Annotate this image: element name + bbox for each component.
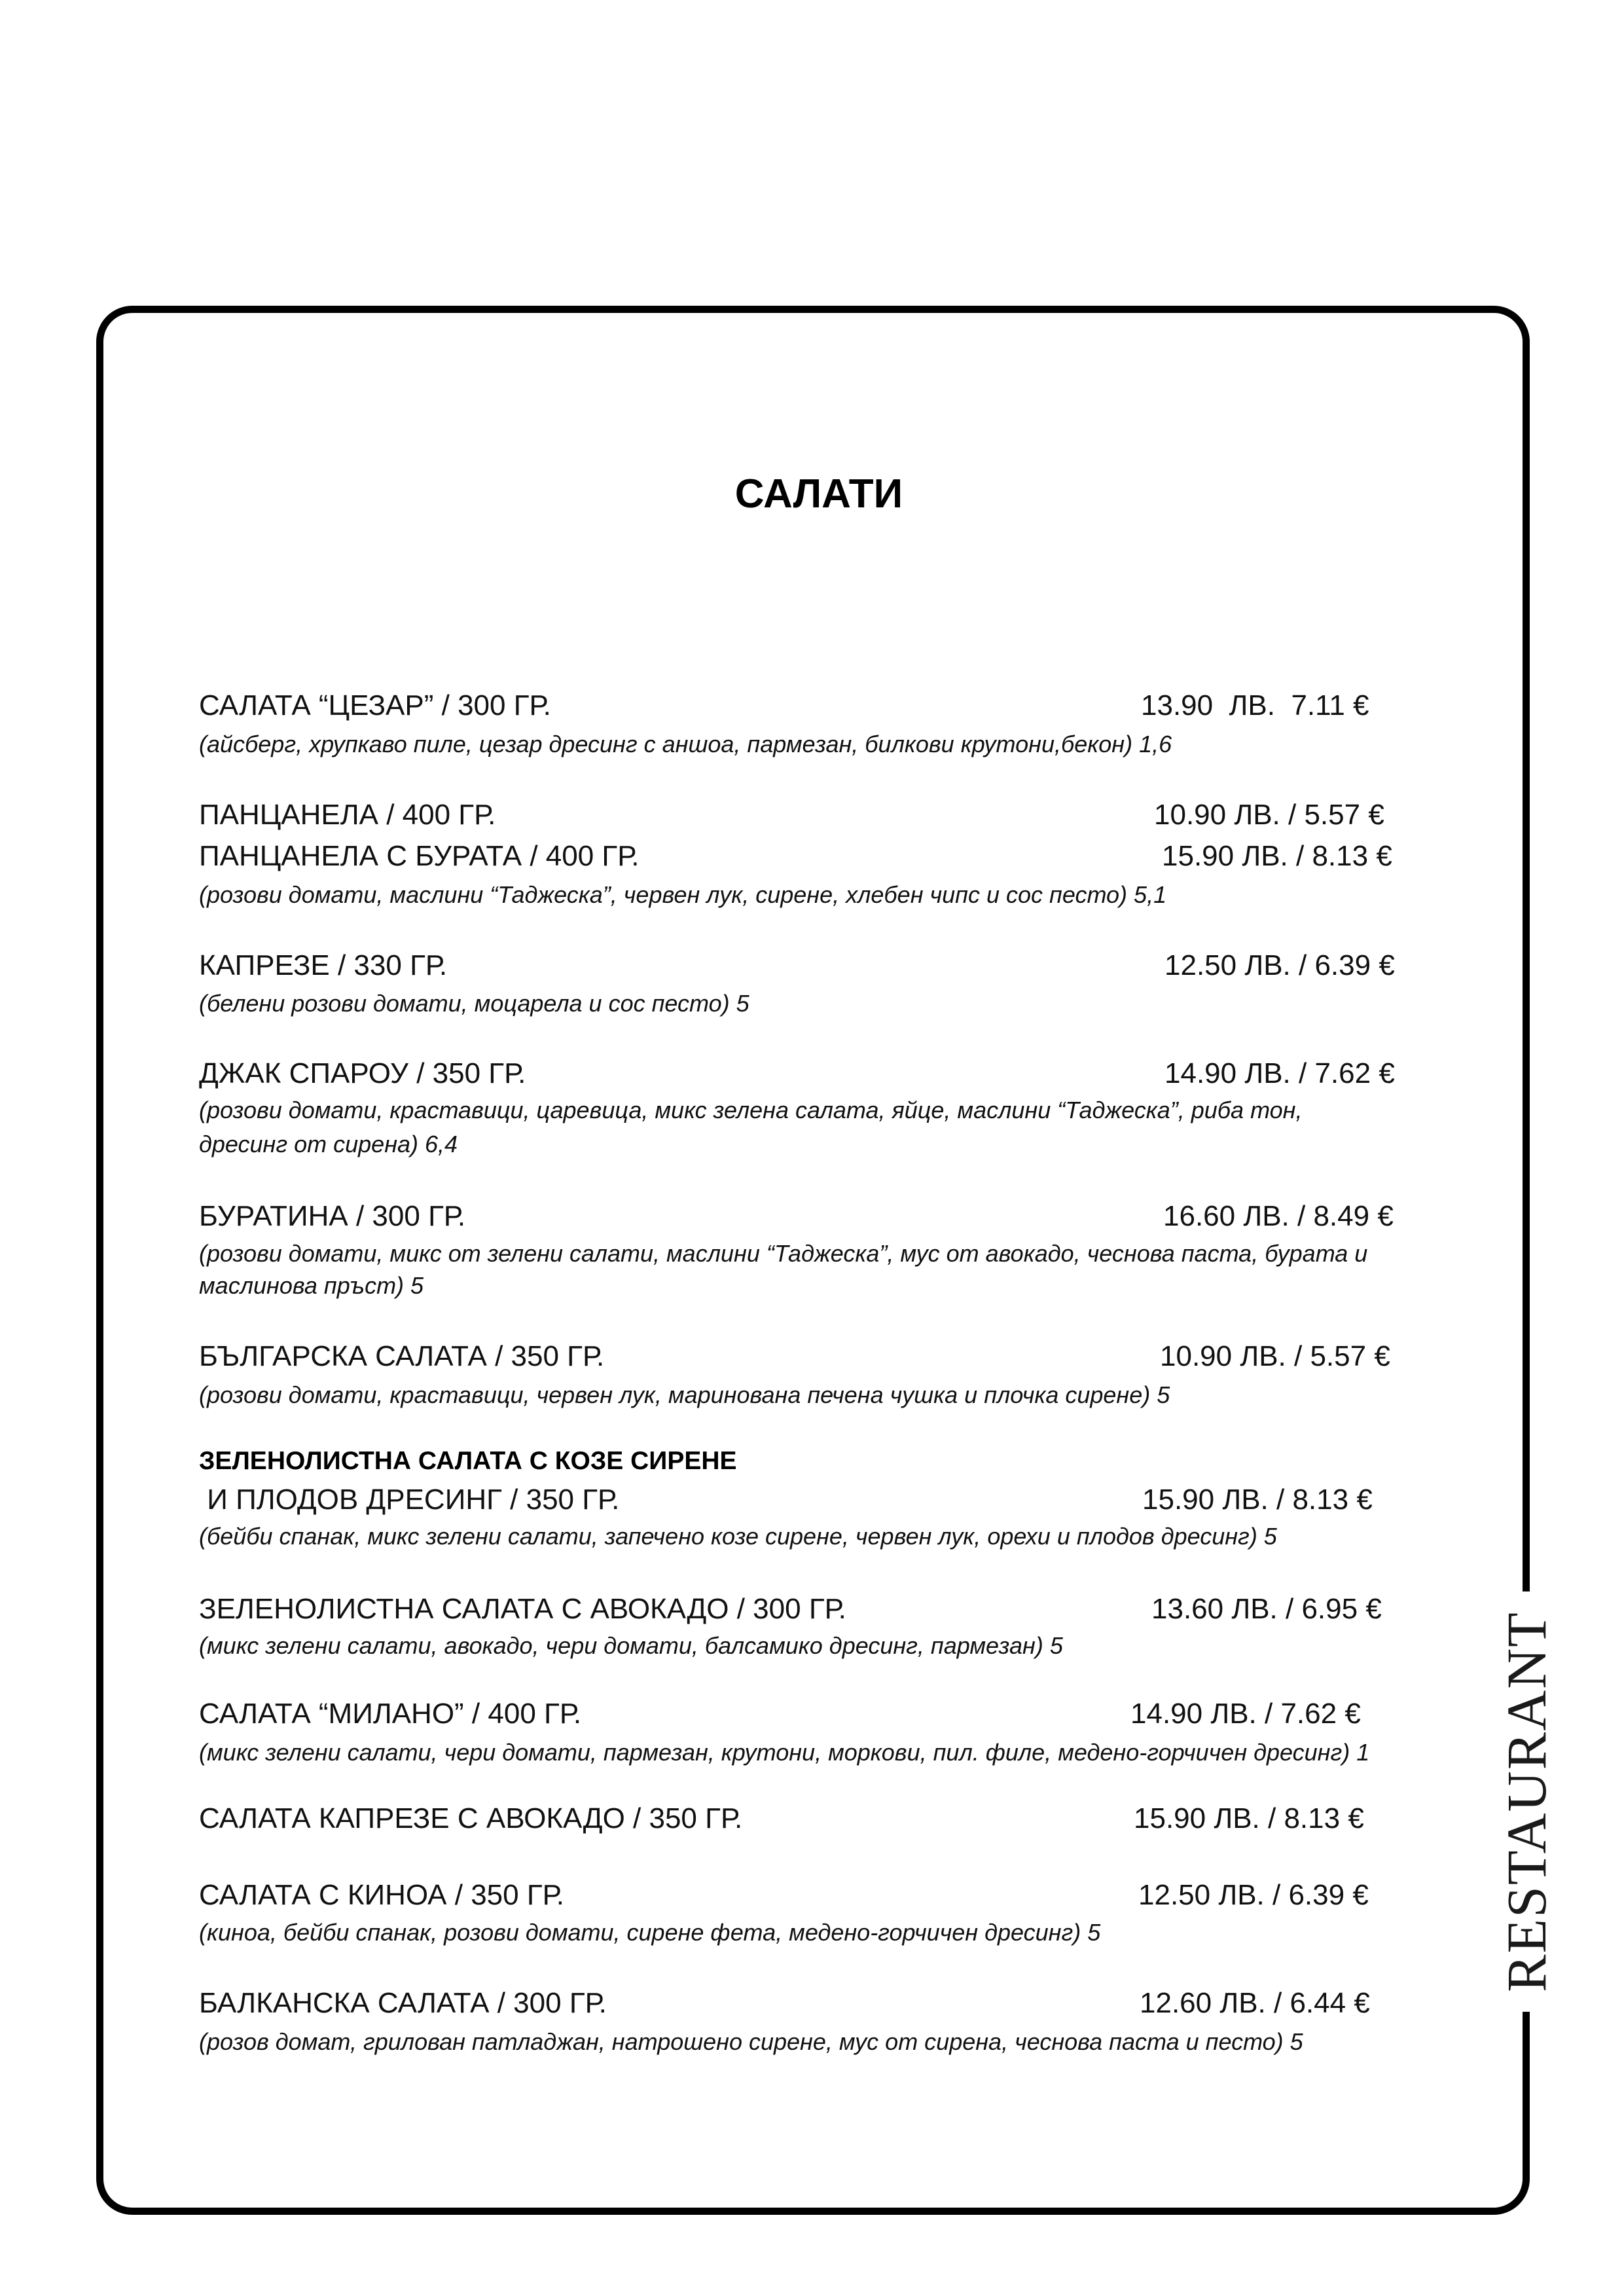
item-price: 14.90 ЛВ. / 7.62 € [1130,1698,1361,1730]
item-name: ПАНЦАНЕЛА С БУРАТА / 400 ГР. [199,840,640,872]
item-description: (розов домат, грилован патладжан, натрошено сирене, мус от сирена, чеснова паста и песто) 5 [199,2028,1303,2055]
item-description: (белени розови домати, моцарела и сос песто) 5 [199,990,749,1017]
item-description: (микс зелени салати, чери домати, пармезан, крутони, моркови, пил. филе, медено-горчичен дресинг) 1 [199,1739,1370,1766]
item-price: 16.60 ЛВ. / 8.49 € [1163,1200,1394,1232]
item-price: 13.90 ЛВ. 7.11 € [1141,689,1369,721]
item-description: (айсберг, хрупкаво пиле, цезар дресинг с аншоа, пармезан, билкови крутони,бекон) 1,6 [199,731,1172,757]
item-name: САЛАТА “МИЛАНО” / 400 ГР. [199,1698,582,1730]
item-price: 15.90 ЛВ. / 8.13 € [1134,1802,1364,1834]
item-name: САЛАТА КАПРЕЗЕ С АВОКАДО / 350 ГР. [199,1802,743,1834]
item-name: САЛАТА С КИНОА / 350 ГР. [199,1879,564,1911]
item-price: 12.50 ЛВ. / 6.39 € [1164,949,1395,981]
item-description: (киноа, бейби спанак, розови домати, сирене фета, медено-горчичен дресинг) 5 [199,1919,1101,1946]
item-price: 15.90 ЛВ. / 8.13 € [1162,840,1392,872]
item-description: (розови домати, маслини “Таджеска”, червен лук, сирене, хлебен чипс и сос песто) 5,1 [199,881,1167,908]
item-name: БУРАТИНА / 300 ГР. [199,1200,466,1232]
item-description: маслинова пръст) 5 [199,1272,424,1299]
item-name: БЪЛГАРСКА САЛАТА / 350 ГР. [199,1340,605,1372]
item-price: 12.50 ЛВ. / 6.39 € [1138,1879,1369,1911]
brand-logo-text: RESTAURANT [1498,1592,1555,2012]
item-name: ЗЕЛЕНОЛИСТНА САЛАТА С АВОКАДО / 300 ГР. [199,1593,846,1625]
item-name: КАПРЕЗЕ / 330 ГР. [199,949,448,981]
item-price: 10.90 ЛВ. / 5.57 € [1154,799,1384,831]
item-description: дресинг от сирена) 6,4 [199,1131,458,1157]
item-price: 12.60 ЛВ. / 6.44 € [1140,1987,1370,2019]
item-price: 13.60 ЛВ. / 6.95 € [1151,1593,1382,1625]
item-description: (розови домати, краставици, царевица, микс зелена салата, яйце, маслини “Таджеска”, риба тон, [199,1097,1303,1123]
item-price: 14.90 ЛВ. / 7.62 € [1164,1057,1395,1089]
item-description: (бейби спанак, микс зелени салати, запечено козе сирене, червен лук, орехи и плодов дресинг) 5 [199,1523,1277,1550]
item-name: БАЛКАНСКА САЛАТА / 300 ГР. [199,1987,607,2019]
item-name: И ПЛОДОВ ДРЕСИНГ / 350 ГР. [199,1484,620,1516]
item-name: ДЖАК СПАРОУ / 350 ГР. [199,1057,526,1089]
section-title: САЛАТИ [734,471,903,517]
item-description: (розови домати, микс от зелени салати, маслини “Таджеска”, мус от авокадо, чеснова паста, бурата и [199,1240,1368,1267]
item-description: (микс зелени салати, авокадо, чери домати, балсамико дресинг, пармезан) 5 [199,1632,1063,1659]
item-price: 10.90 ЛВ. / 5.57 € [1160,1340,1390,1372]
item-description: (розови домати, краставици, червен лук, маринована печена чушка и плочка сирене) 5 [199,1381,1170,1408]
item-name: САЛАТА “ЦЕЗАР” / 300 ГР. [199,689,551,721]
item-name: ПАНЦАНЕЛА / 400 ГР. [199,799,496,831]
item-name-heading: ЗЕЛЕНОЛИСТНА САЛАТА С КОЗЕ СИРЕНЕ [199,1447,737,1475]
item-price: 15.90 ЛВ. / 8.13 € [1142,1484,1373,1516]
